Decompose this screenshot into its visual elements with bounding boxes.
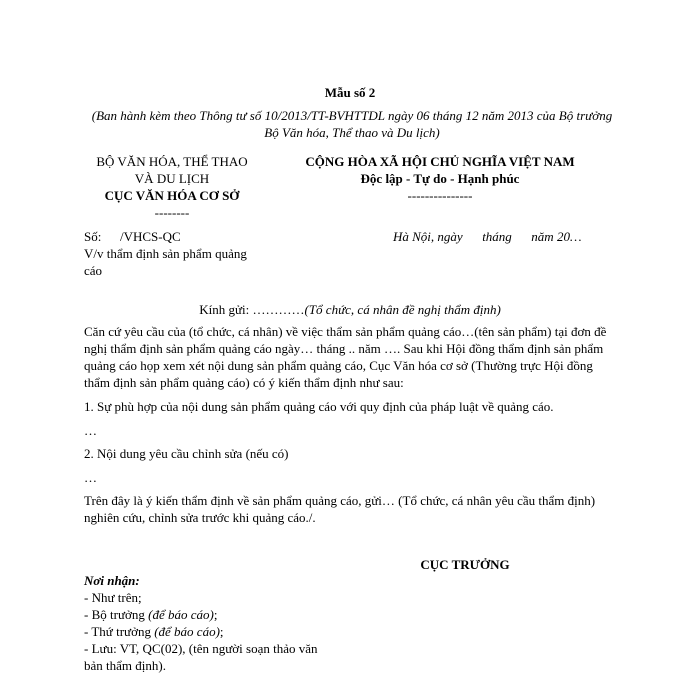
national-motto: Độc lập - Tự do - Hạnh phúc [360, 171, 520, 186]
salutation-label: Kính gửi: ………… [199, 302, 305, 317]
recipient-line-2-prefix: - Bộ trưởng [84, 607, 149, 622]
item-2: 2. Nội dung yêu cầu chỉnh sửa (nếu có) [84, 446, 289, 461]
recipients-block [84, 572, 324, 674]
recipient-line-3 [84, 623, 324, 640]
issuance-note: (Ban hành kèm theo Thông tư số 10/2013/TT-BVHTTDL ngày 06 tháng 12 năm 2013 của Bộ trưởng Bộ Văn hóa, Thể thao và Du lịch) [91, 108, 613, 140]
ministry-line-1: BỘ VĂN HÓA, THỂ THAO [96, 154, 248, 169]
recipient-line-3-suffix: ; [219, 624, 224, 639]
recipient-line-2 [84, 606, 324, 623]
ministry-name [74, 153, 270, 221]
document-subject: V/v thẩm định sản phẩm quảng cáo [84, 246, 247, 278]
signature-title: CỤC TRƯỞNG [420, 557, 510, 572]
department-name: CỤC VĂN HÓA CƠ SỞ [104, 188, 240, 203]
recipients-label: Nơi nhận: [84, 573, 140, 588]
ministry-line-2: VÀ DU LỊCH [134, 171, 210, 186]
form-number: Mẫu số 2 [324, 85, 376, 100]
closing-paragraph: Trên đây là ý kiến thẩm định về sản phẩm quảng cáo, gửi… (Tổ chức, cá nhân yêu cầu thẩm định) nghiên cứu, chỉnh sửa trước khi quảng cáo./. [84, 493, 596, 525]
document-number-value: /VHCS-QC [120, 229, 181, 244]
recipient-line-3-note: (để báo cáo) [154, 624, 220, 639]
recipient-line-4: - Lưu: VT, QC(02), (tên người soạn thảo văn bản thẩm định). [84, 641, 318, 673]
paragraph-basis: Căn cứ yêu cầu của (tổ chức, cá nhân) về việc thẩm sản phẩm quảng cáo…(tên sản phẩm) tại đơn đề nghị thẩm định sản phẩm quảng cáo ngày… tháng .. năm …. Sau khi Hội đồng thẩm định sản phẩm quảng cáo họp xem xét nội dung sản phẩm quảng cáo, Cục Văn hóa cơ sở (Thường trực Hội đồng thẩm định sản phẩm quảng cáo) có ý kiến thẩm định như sau: [84, 324, 607, 390]
place-date: Hà Nội, ngày tháng năm 20… [393, 229, 582, 244]
ellipsis-2: … [84, 470, 97, 485]
recipient-line-2-suffix: ; [213, 607, 218, 622]
recipient-line-2-note: (để báo cáo) [148, 607, 214, 622]
national-header [272, 153, 608, 204]
item-1: 1. Sự phù hợp của nội dung sản phẩm quảng cáo với quy định của pháp luật về quảng cáo. [84, 399, 554, 414]
recipient-line-1: - Như trên; [84, 590, 142, 605]
salutation-target: (Tổ chức, cá nhân đề nghị thẩm định) [304, 302, 501, 317]
document-number-label: Số: [84, 229, 102, 244]
ellipsis-1: … [84, 423, 97, 438]
salutation [0, 301, 700, 318]
recipient-line-3-prefix: - Thứ trưởng [84, 624, 155, 639]
left-divider: -------- [154, 205, 190, 220]
right-divider: --------------- [407, 188, 473, 203]
country-name: CỘNG HÒA XÃ HỘI CHỦ NGHĨA VIỆT NAM [305, 154, 575, 169]
